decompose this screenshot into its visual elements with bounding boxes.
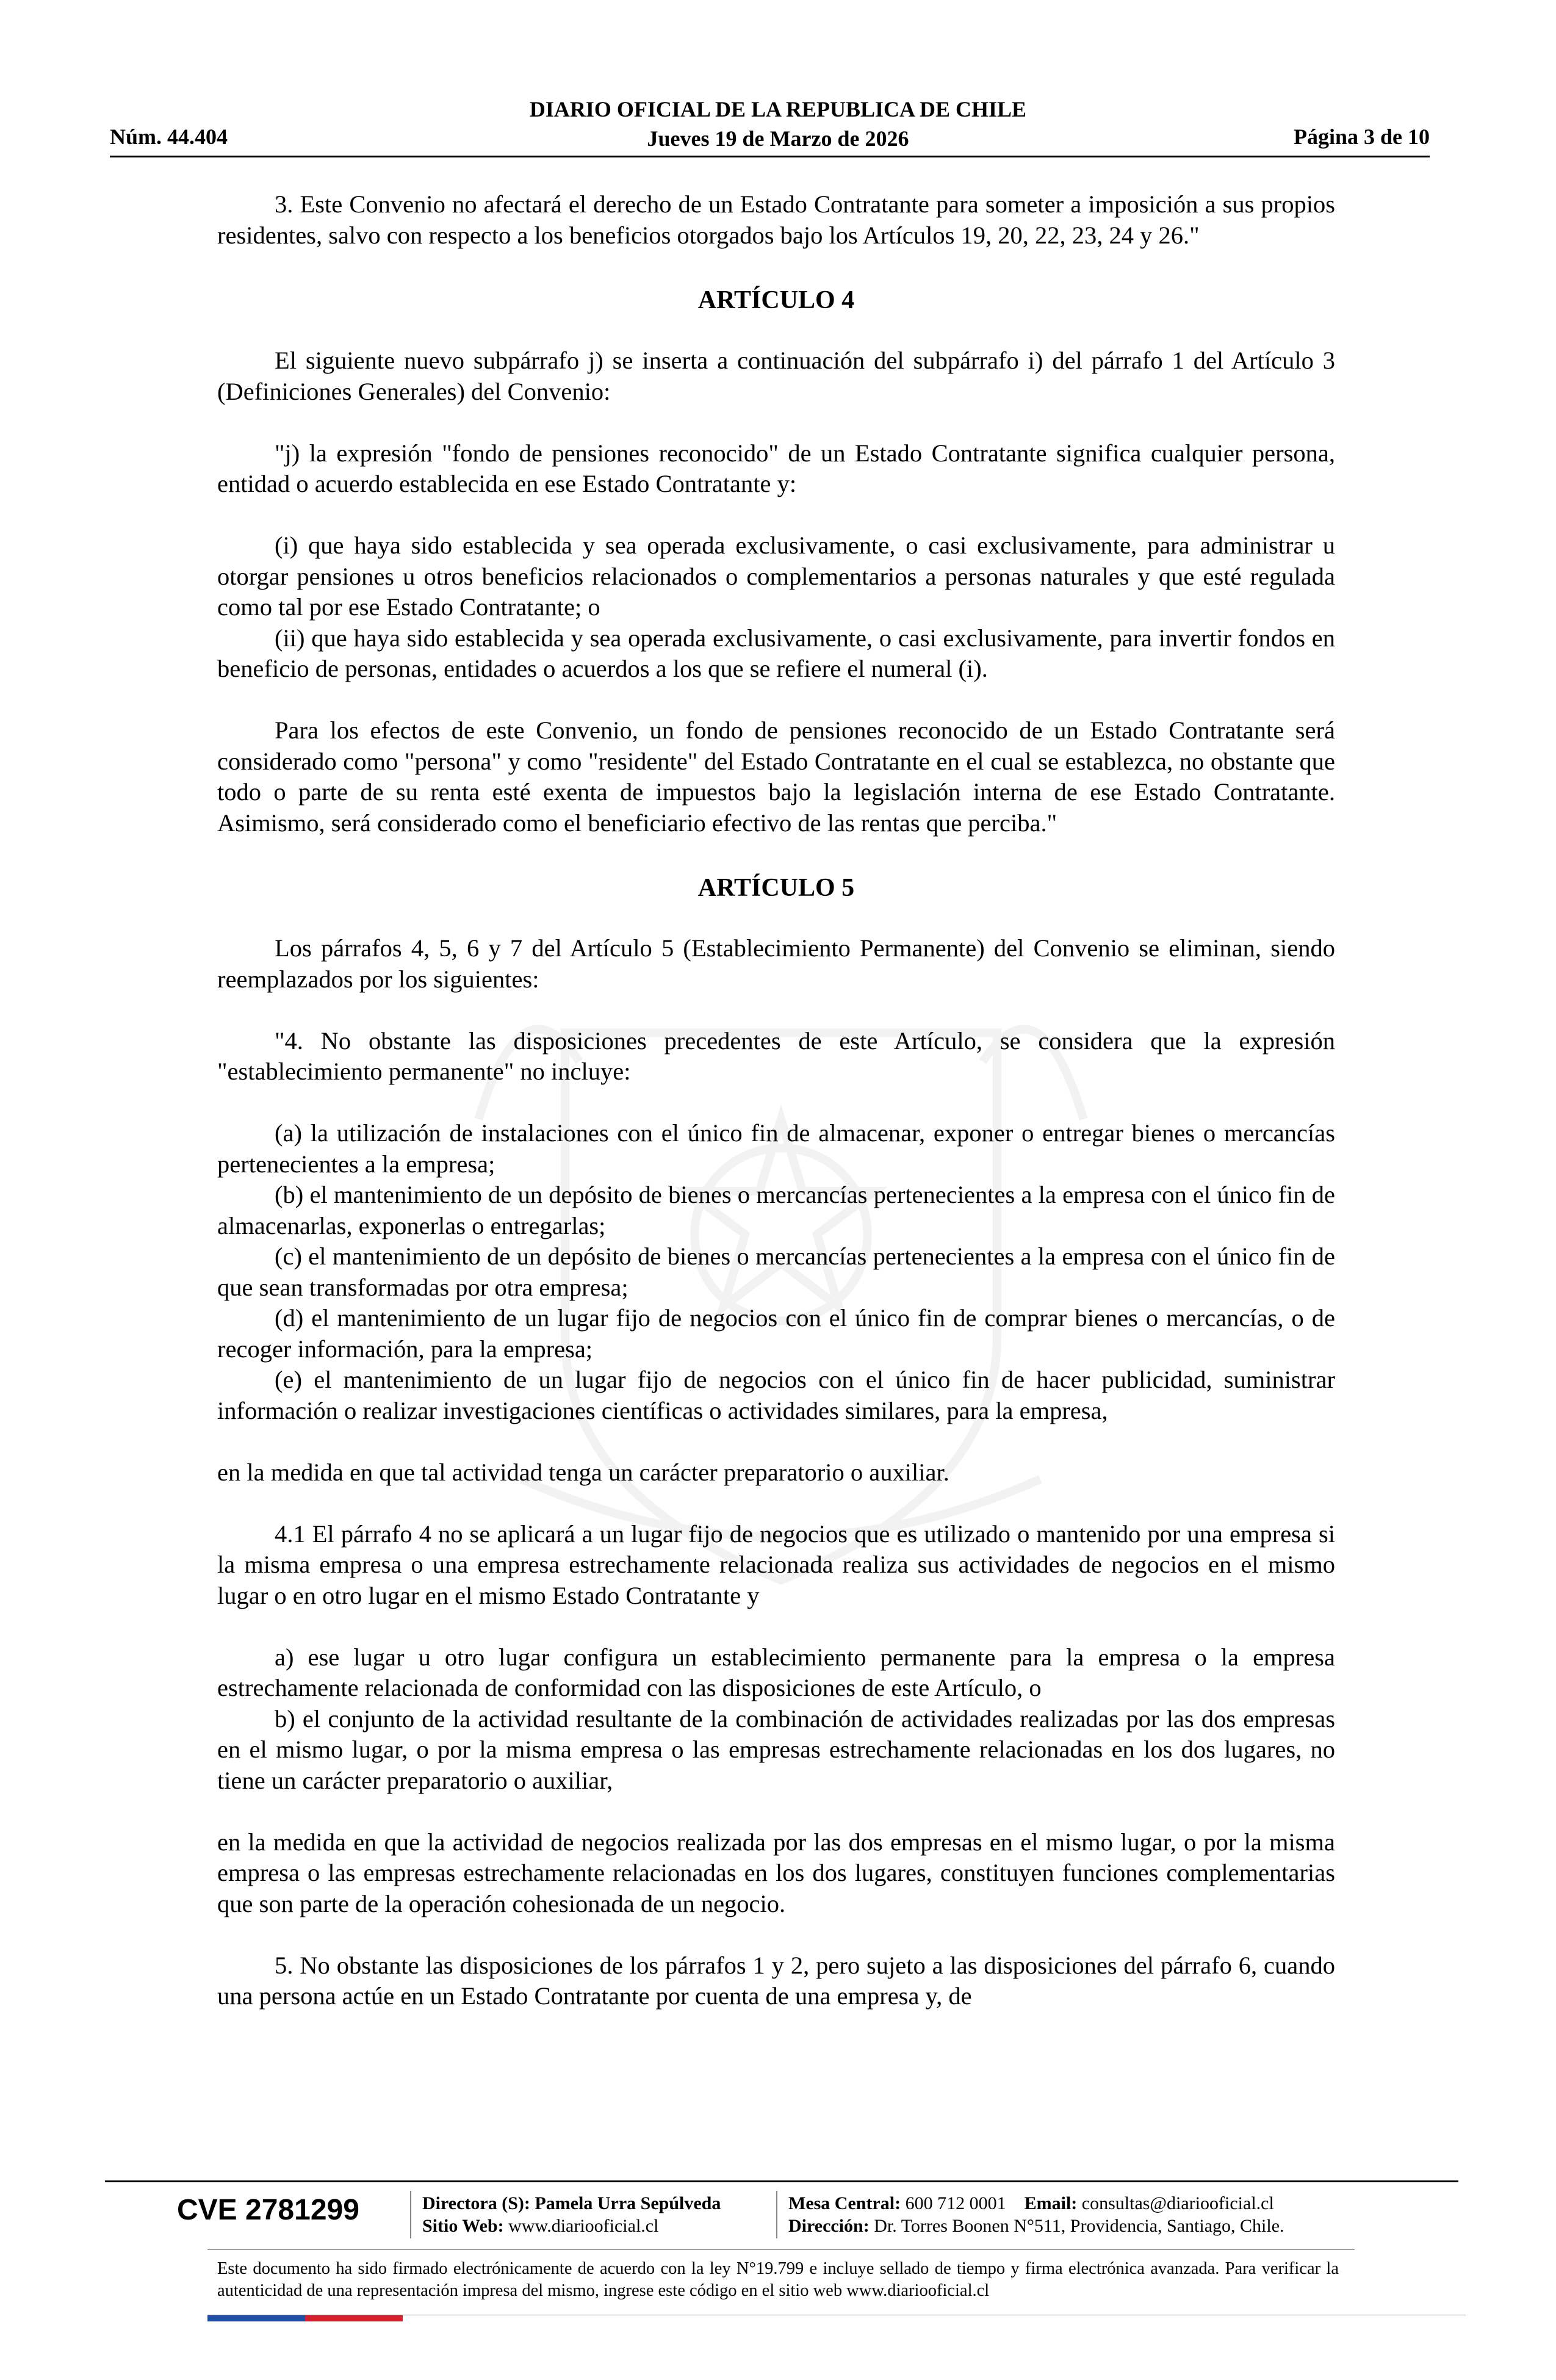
footer-contact [788,2192,1284,2237]
document-body [217,189,1335,2012]
footer-directory [422,2192,721,2237]
list-item: (d) el mantenimiento de un lugar fijo de negocios con el único fin de comprar bienes o mercancías, o de recoger información, para la empresa; [217,1304,1335,1363]
cve-code: CVE 2781299 [177,2194,359,2226]
issue-number: Núm. 44.404 [110,124,228,149]
director-name: Pamela Urra Sepúlveda [535,2193,721,2213]
issue-date: Jueves 19 de Marzo de 2026 [647,126,909,151]
email-link[interactable]: consultas@diariooficial.cl [1081,2193,1274,2213]
paragraph: en la medida en que tal actividad tenga un carácter preparatorio o auxiliar. [217,1458,949,1486]
site-label: Sitio Web: [422,2216,504,2236]
paragraph: en la medida en que la actividad de negocios realizada por las dos empresas en el mismo lugar, o por la misma empresa o las empresas estrechamente relacionadas en los dos lugares, constituyen funciones complementarias que son parte de la operación cohesionada de un negocio. [217,1828,1335,1917]
footer-divider [207,2249,1355,2250]
page-indicator: Página 3 de 10 [1293,124,1430,149]
paragraph: El siguiente nuevo subpárrafo j) se inserta a continuación del subpárrafo i) del párrafo 1 del Artículo 3 (Definiciones Generales) del Convenio: [217,347,1335,405]
list-item: (ii) que haya sido establecida y sea operada exclusivamente, o casi exclusivamente, para invertir fondos en beneficio de personas, entidades o acuerdos a los que se refiere el numeral (i). [217,624,1335,682]
signature-notice: Este documento ha sido firmado electrónicamente de acuerdo con la ley N°19.799 e incluye sellado de tiempo y firma electrónica avanzada. Para verificar la autenticidad de una representación impresa del mismo, ingrese este código en el sitio web www.diariooficial.cl [217,2259,1339,2300]
article-5-heading: ARTÍCULO 5 [697,874,855,902]
phone-value: 600 712 0001 [905,2193,1006,2213]
paragraph: Para los efectos de este Convenio, un fondo de pensiones reconocido de un Estado Contratante será considerado como "persona" y como "residente" del Estado Contratante en el cual se establezca, no obstante que todo o parte de su renta esté exenta de impuestos bajo la legislación interna de ese Estado Contratante. Asimismo, será considerado como el beneficiario efectivo de las rentas que perciba." [217,716,1335,837]
paragraph: 3. Este Convenio no afectará el derecho de un Estado Contratante para someter a imposición a sus propios residentes, salvo con respecto a los beneficios otorgados bajo los Artículos 19, 20, 22, 23, 24 y 26." [217,190,1335,249]
site-link[interactable]: www.diariooficial.cl [508,2216,659,2236]
footer-rule [105,2180,1458,2182]
paragraph: "4. No obstante las disposiciones precedentes de este Artículo, se considera que la expresión "establecimiento permanente" no incluye: [217,1026,1335,1085]
footer-separator [410,2191,411,2238]
list-item: a) ese lugar u otro lugar configura un establecimiento permanente para la empresa o la empresa estrechamente relacionada de conformidad con las disposiciones de este Artículo, o [217,1643,1335,1701]
list-item: (a) la utilización de instalaciones con el único fin de almacenar, exponer o entregar bienes o mercancías pertenecientes a la empresa; [217,1119,1335,1178]
paragraph: Los párrafos 4, 5, 6 y 7 del Artículo 5 (Establecimiento Permanente) del Convenio se eliminan, siendo reemplazados por los siguientes: [217,934,1335,993]
list-item: (i) que haya sido establecida y sea operada exclusivamente, o casi exclusivamente, para administrar u otorgar pensiones u otros beneficios relacionados o complementarios a personas naturales y que esté regulada como tal por ese Estado Contratante; o [217,532,1335,621]
paragraph: "j) la expresión "fondo de pensiones reconocido" de un Estado Contratante significa cualquier persona, entidad o acuerdo establecida en ese Estado Contratante y: [217,439,1335,497]
publication-name: DIARIO OFICIAL DE LA REPUBLICA DE CHILE [529,97,1027,121]
paragraph: 5. No obstante las disposiciones de los párrafos 1 y 2, pero sujeto a las disposiciones del párrafo 6, cuando una persona actúe en un Estado Contratante por cuenta de una empresa y, de [217,1951,1335,2010]
list-item: (b) el mantenimiento de un depósito de bienes o mercancías pertenecientes a la empresa con el único fin de almacenarlas, exponerlas o entregarlas; [217,1181,1335,1239]
article-4-heading: ARTÍCULO 4 [697,286,855,314]
flag-red-segment [305,2315,403,2321]
address-label: Dirección: [788,2216,870,2236]
director-label: Directora (S): [422,2193,530,2213]
header-rule [110,156,1430,157]
email-label: Email: [1024,2193,1078,2213]
list-item: (c) el mantenimiento de un depósito de bienes o mercancías pertenecientes a la empresa con el único fin de que sean transformadas por otra empresa; [217,1242,1335,1301]
list-item: (e) el mantenimiento de un lugar fijo de negocios con el único fin de hacer publicidad, suministrar información o realizar investigaciones científicas o actividades similares, para la empresa, [217,1366,1335,1424]
flag-stripe [207,2315,403,2321]
list-item: b) el conjunto de la actividad resultante de la combinación de actividades realizadas por las dos empresas en el mismo lugar, o por la misma empresa o las empresas estrechamente relacionadas en los dos lugares, no tiene un carácter preparatorio o auxiliar, [217,1704,1335,1794]
phone-label: Mesa Central: [788,2193,901,2213]
paragraph: 4.1 El párrafo 4 no se aplicará a un lugar fijo de negocios que es utilizado o mantenido por una empresa si la misma empresa o una empresa estrechamente relacionada realiza sus actividades de negocios en el mismo lugar o en otro lugar en el mismo Estado Contratante y [217,1520,1335,1609]
footer-separator [776,2191,777,2238]
address-value: Dr. Torres Boonen N°511, Providencia, Santiago, Chile. [874,2216,1284,2236]
flag-blue-segment [207,2315,305,2321]
